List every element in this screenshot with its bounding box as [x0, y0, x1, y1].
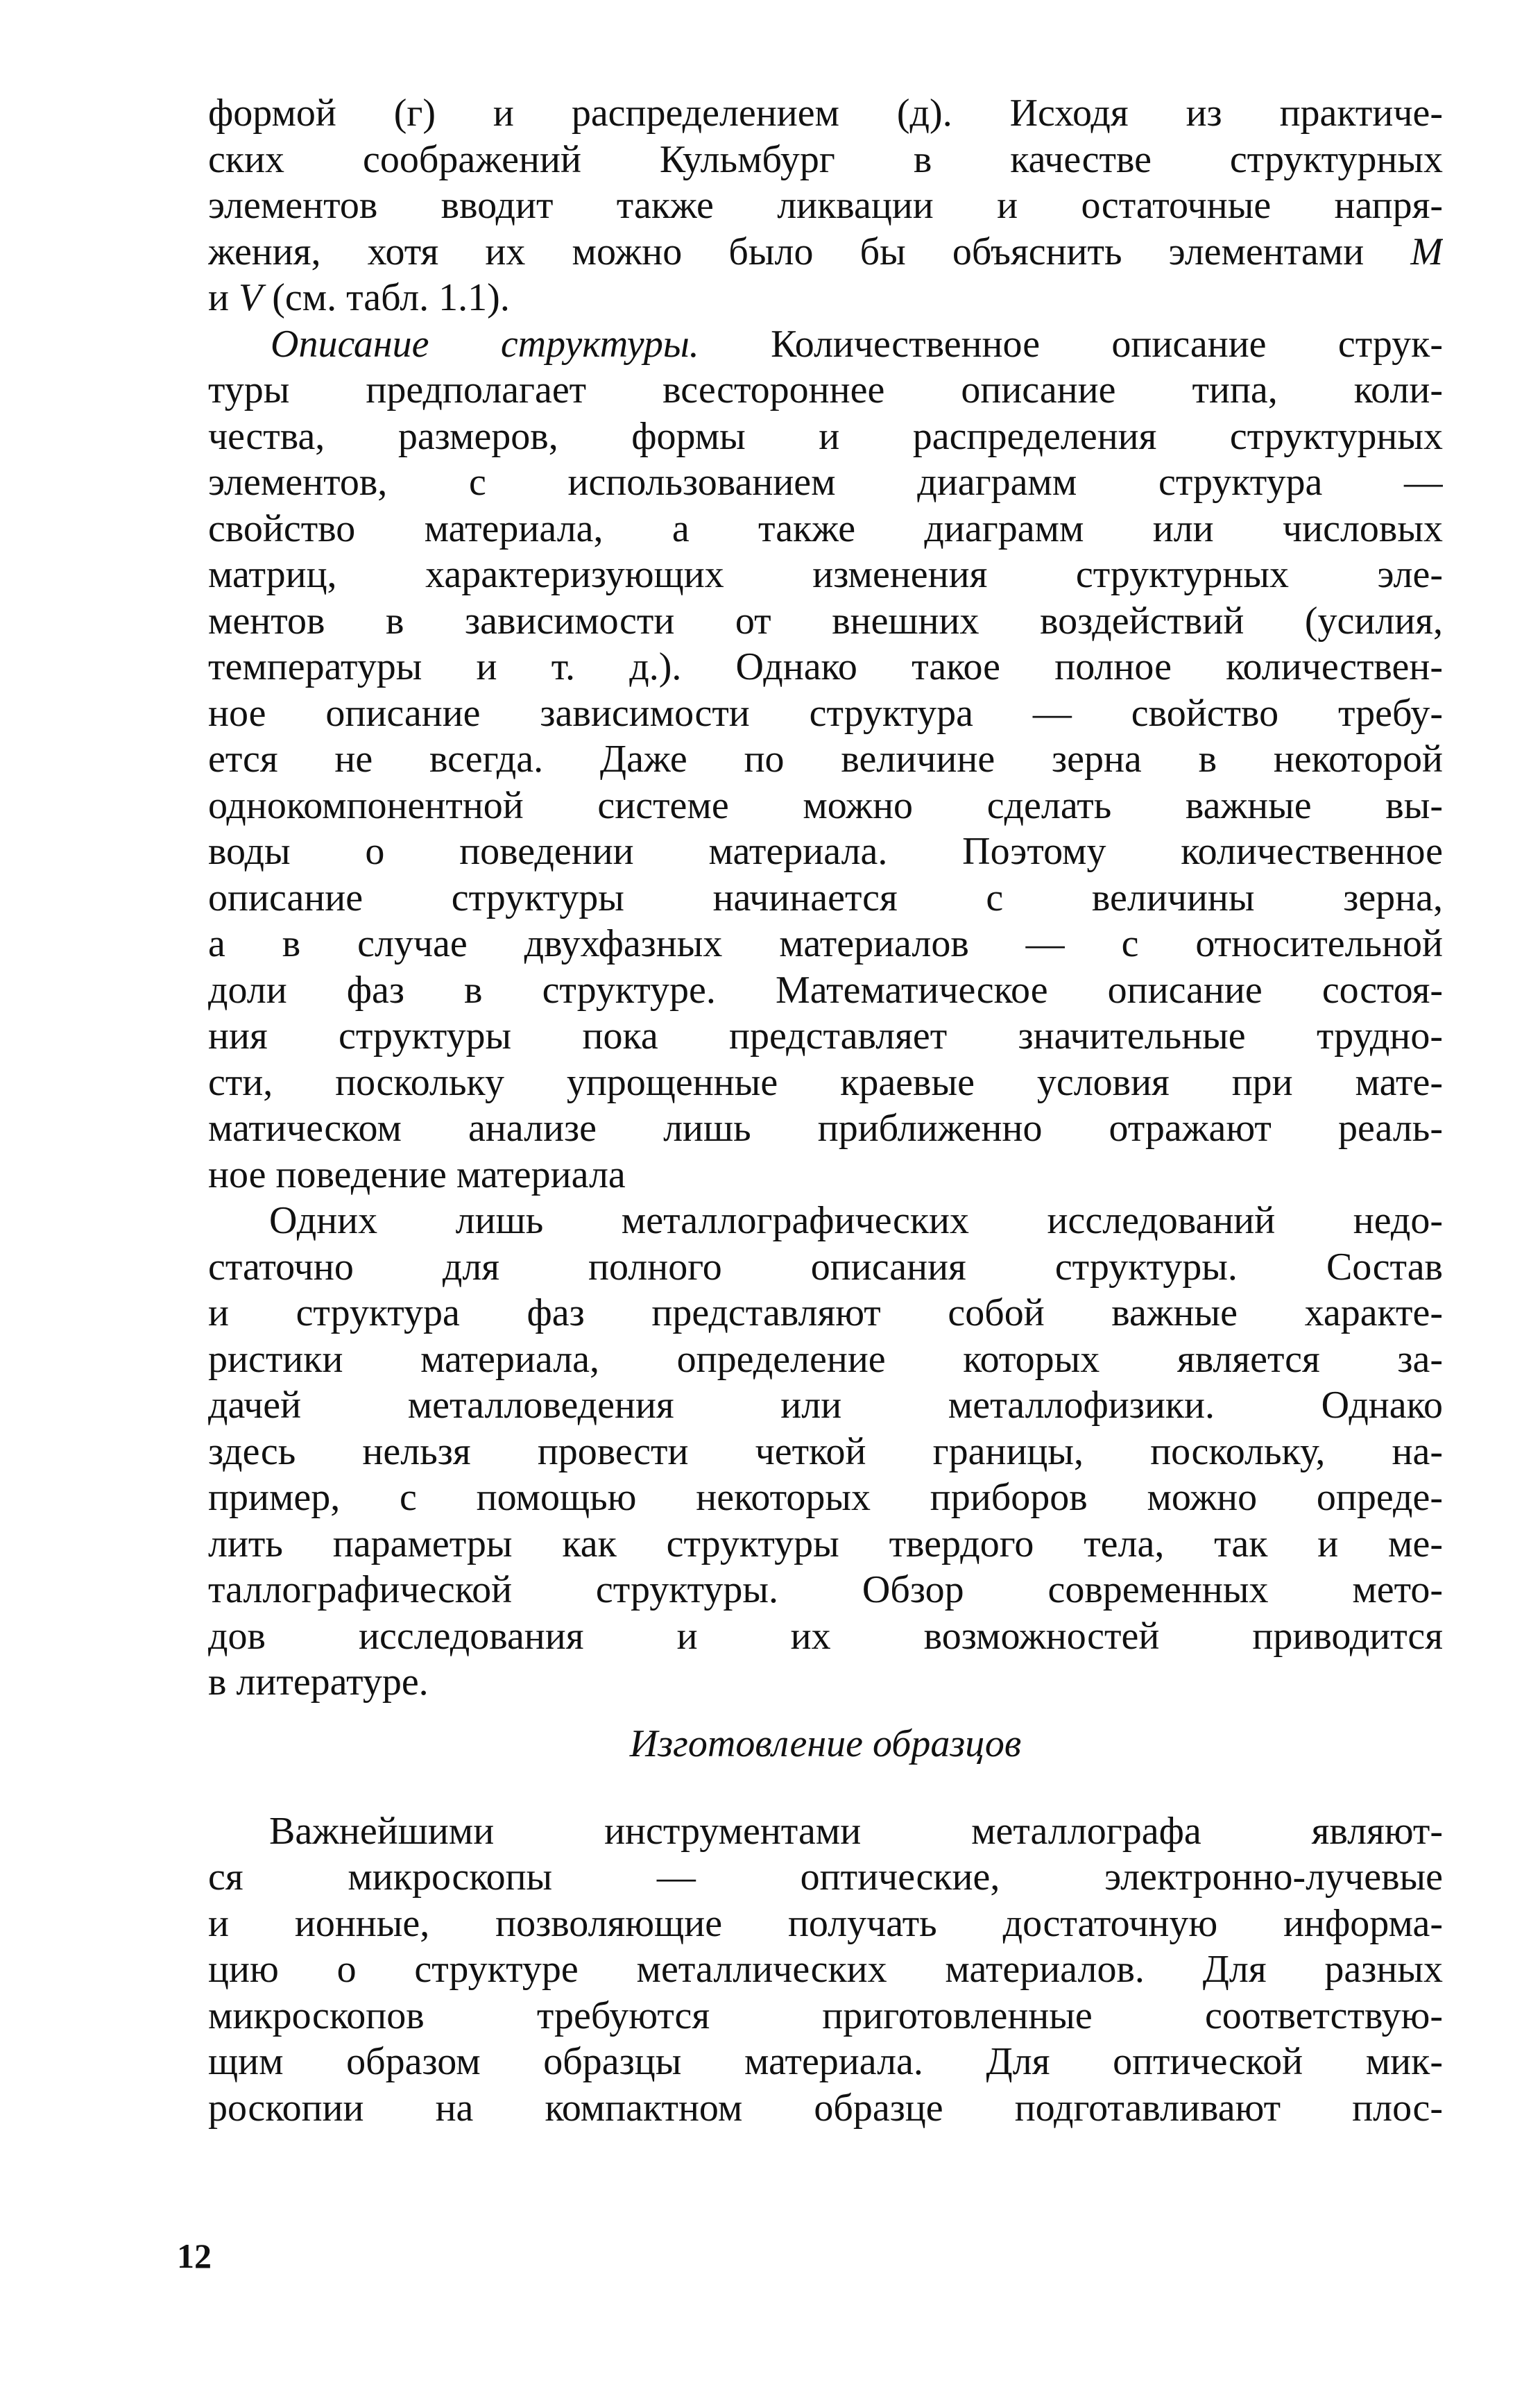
text-line: туры предполагает всестороннее описание типа, коли-: [208, 368, 1443, 411]
paragraph-metallography: [208, 1198, 1443, 1706]
text-line: температуры и т. д.). Однако такое полное количествен-: [208, 645, 1443, 688]
text-line: ное описание зависимости структура — свойство требу-: [208, 691, 1443, 735]
text-line: в литературе.: [208, 1661, 429, 1704]
text-line: свойство материала, а также диаграмм или числовых: [208, 507, 1443, 550]
text-line: таллографической структуры. Обзор современных мето-: [208, 1568, 1443, 1611]
text-line: и структура фаз представляют собой важные характе-: [208, 1291, 1443, 1334]
text-line: [208, 321, 1443, 368]
text-line: ное поведение материала: [208, 1153, 626, 1196]
text-line: Важнейшими инструментами металлографа являют-: [269, 1809, 1443, 1853]
paragraph-microscopes: [208, 1808, 1443, 2132]
text-line: здесь нельзя провести четкой границы, поскольку, на-: [208, 1429, 1443, 1473]
text-line: описание структуры начинается с величины зерна,: [208, 876, 1443, 919]
text-line: элементов вводит также ликвации и остаточные напря-: [208, 184, 1443, 227]
text-line: а в случае двухфазных материалов — с относительной: [208, 922, 1443, 965]
text-line: [208, 229, 1443, 275]
text-line-part: и: [208, 276, 229, 319]
text-line: ментов в зависимости от внешних воздействий (усилия,: [208, 599, 1443, 643]
text-line: ния структуры пока представляет значительные трудно-: [208, 1014, 1443, 1058]
text-line: ских соображений Кульмбург в качестве структурных: [208, 137, 1443, 181]
text-line: статочно для полного описания структуры. Состав: [208, 1245, 1443, 1289]
text-line: дов исследования и их возможностей приводится: [208, 1614, 1443, 1658]
text-line: формой (г) и распределением (д). Исходя из практиче-: [208, 92, 1443, 135]
section-heading: Изготовление образцов: [629, 1722, 1022, 1765]
text-line: роскопии на компактном образце подготавливают плос-: [208, 2086, 1443, 2130]
text-line: цию о структуре металлических материалов. Для разных: [208, 1948, 1443, 1991]
text-line: дачей металловедения или металлофизики. Однако: [208, 1384, 1443, 1427]
text-line: пример, с помощью некоторых приборов можно опреде-: [208, 1476, 1443, 1519]
text-line: ся микроскопы — оптические, электронно-лучевые: [208, 1856, 1443, 1899]
text-line: доли фаз в структуре. Математическое описание состоя-: [208, 968, 1443, 1012]
text-line: матическом анализе лишь приближенно отражают реаль-: [208, 1107, 1443, 1150]
paragraph-continued: [208, 90, 1443, 321]
text-line-part: Количественное описание струк-: [771, 322, 1443, 366]
text-line: и ионные, позволяющие получать достаточную информа-: [208, 1901, 1443, 1945]
page-body: [208, 90, 1443, 2131]
text-line: воды о поведении материала. Поэтому количественное: [208, 830, 1443, 873]
table-reference: (см. табл. 1.1).: [272, 276, 510, 319]
text-line: щим образом образцы материала. Для оптической мик-: [208, 2040, 1443, 2083]
text-line: однокомпонентной системе можно сделать важные вы-: [208, 783, 1443, 827]
text-line-part: жения, хотя их можно было бы объяснить элементами: [208, 230, 1364, 273]
text-line: Одних лишь металлографических исследований недо-: [269, 1199, 1443, 1242]
page-number: 12: [177, 2236, 212, 2275]
text-line: ется не всегда. Даже по величине зерна в некоторой: [208, 738, 1443, 781]
run-in-heading: Описание структуры.: [271, 322, 699, 366]
text-line: лить параметры как структуры твердого тела, так и ме-: [208, 1522, 1443, 1565]
text-line: чества, размеров, формы и распределения структурных: [208, 414, 1443, 458]
text-line: элементов, с использованием диаграмм структура —: [208, 461, 1443, 504]
text-line: [208, 275, 1443, 321]
symbol-v: V: [238, 276, 263, 319]
text-line: сти, поскольку упрощенные краевые условия при мате-: [208, 1060, 1443, 1104]
symbol-m: M: [1410, 230, 1443, 273]
text-line: матриц, характеризующих изменения структурных эле-: [208, 553, 1443, 596]
text-line: ристики материала, определение которых является за-: [208, 1337, 1443, 1381]
text-line: микроскопов требуются приготовленные соответствую-: [208, 1994, 1443, 2037]
paragraph-structure-description: [208, 321, 1443, 1198]
